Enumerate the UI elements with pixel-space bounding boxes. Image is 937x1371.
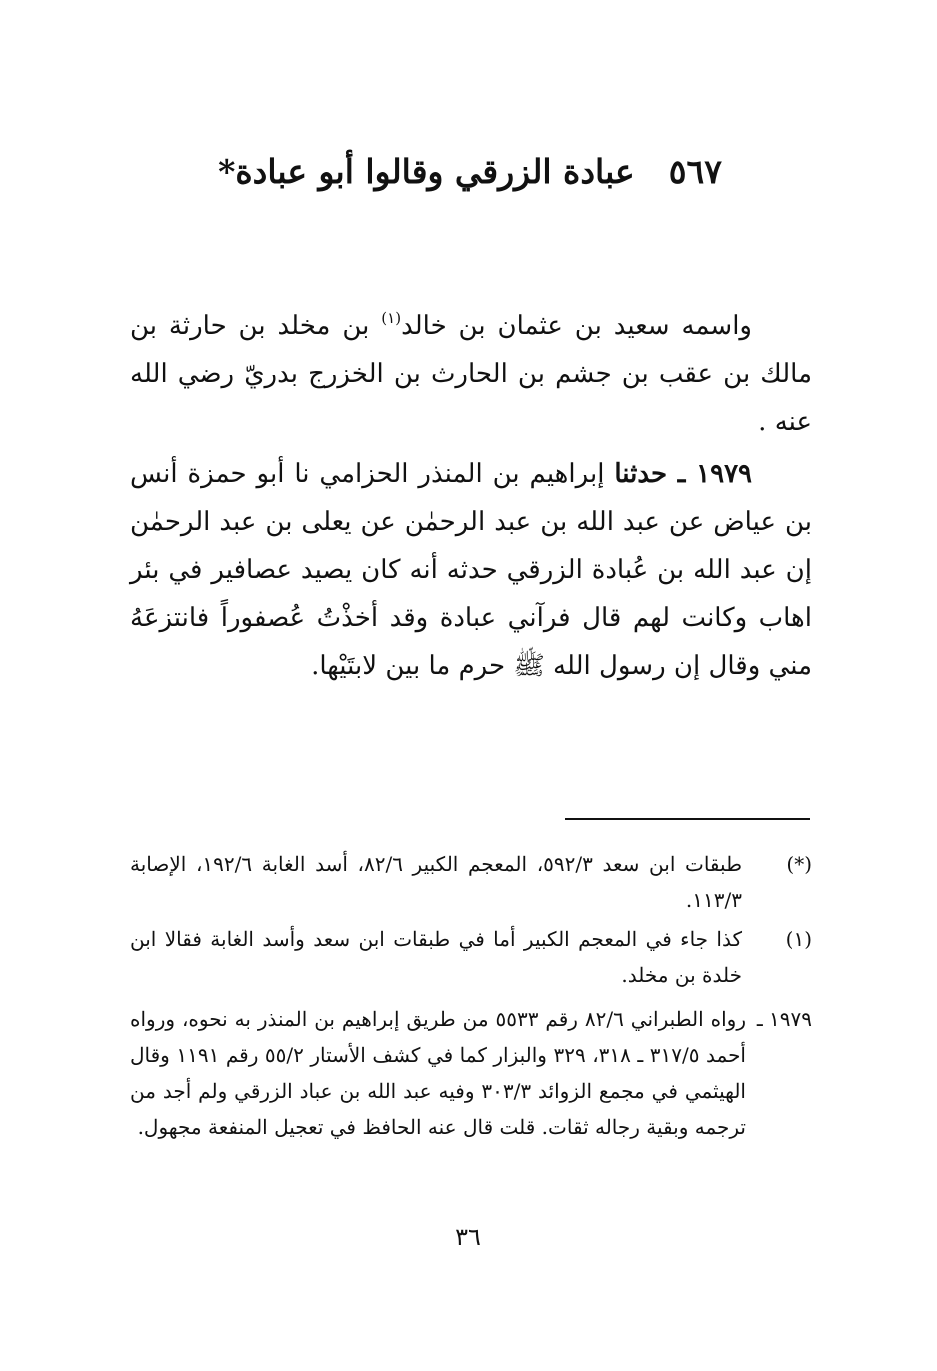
footnote-reference: (١) bbox=[381, 309, 402, 327]
biography-text-end: بن مخلد بن حارثة بن مالك بن عقب بن جشم بن الحارث بن الخزرج بدريّ رضي الله عنه . bbox=[130, 311, 812, 437]
footnote-marker: ١٩٧٩ ـ bbox=[756, 1007, 812, 1031]
footnote-item-takhrij bbox=[130, 1001, 812, 1145]
biography-text-start: واسمه سعيد بن عثمان بن خالد bbox=[401, 311, 752, 341]
entry-number: ٥٦٧ bbox=[668, 152, 722, 191]
hadith-paragraph bbox=[130, 450, 812, 690]
footnote-separator-line bbox=[565, 818, 810, 820]
footnotes-section bbox=[130, 846, 812, 1148]
footnote-text: كذا جاء في المعجم الكبير أما في طبقات ابن سعد وأسد الغابة فقالا ابن خلدة بن مخلد. bbox=[130, 927, 742, 987]
hadith-text: إبراهيم بن المنذر الحزامي نا أبو حمزة أنس بن عياض عن عبد الله بن عبد الرحمٰن عن يعلى بن عبد الرحمٰن إن عبد الله بن عُبادة الزرقي حدثه أنه كان يصيد عصافير في بئر اهاب وكانت لهم قال فرآني عبادة وقد أخذْتُ عُصفوراً فانتزعَهُ مني وقال إن رسول الله ﷺ حرم ما بين لابتَيْها. bbox=[130, 459, 812, 681]
page-number: ٣٦ bbox=[455, 1223, 481, 1251]
footnote-marker: (*) bbox=[786, 852, 812, 876]
hadith-keyword: حدثنا bbox=[614, 459, 668, 489]
hadith-number-separator: ـ bbox=[667, 459, 697, 489]
hadith-number: ١٩٧٩ bbox=[696, 459, 752, 489]
footnote-item bbox=[130, 846, 812, 918]
biography-paragraph bbox=[130, 302, 812, 446]
title-footnote-star: * bbox=[218, 152, 236, 191]
footnote-item bbox=[130, 921, 812, 993]
footnote-marker: (١) bbox=[785, 927, 812, 951]
entry-heading bbox=[130, 150, 810, 194]
footnote-text: طبقات ابن سعد ٥٩٢/٣، المعجم الكبير ٨٢/٦، أسد الغابة ١٩٢/٦، الإصابة ١١٣/٣. bbox=[130, 852, 742, 912]
entry-title: عبادة الزرقي وقالوا أبو عبادة bbox=[235, 152, 635, 191]
footnote-text: رواه الطبراني ٨٢/٦ رقم ٥٥٣٣ من طريق إبراهيم بن المنذر به نحوه، ورواه أحمد ٣١٧/٥ ـ ٣١٨، ٣٢٩ والبزار كما في كشف الأستار ٥٥/٢ رقم ١١٩١ وقال الهيثمي في مجمع الزوائد ٣٠٣/٣ وفيه عبد الله بن عباد الزرقي ولم أجد من ترجمه وبقية رجاله ثقات. قلت قال عنه الحافظ في تعجيل المنفعة مجهول. bbox=[130, 1007, 746, 1139]
